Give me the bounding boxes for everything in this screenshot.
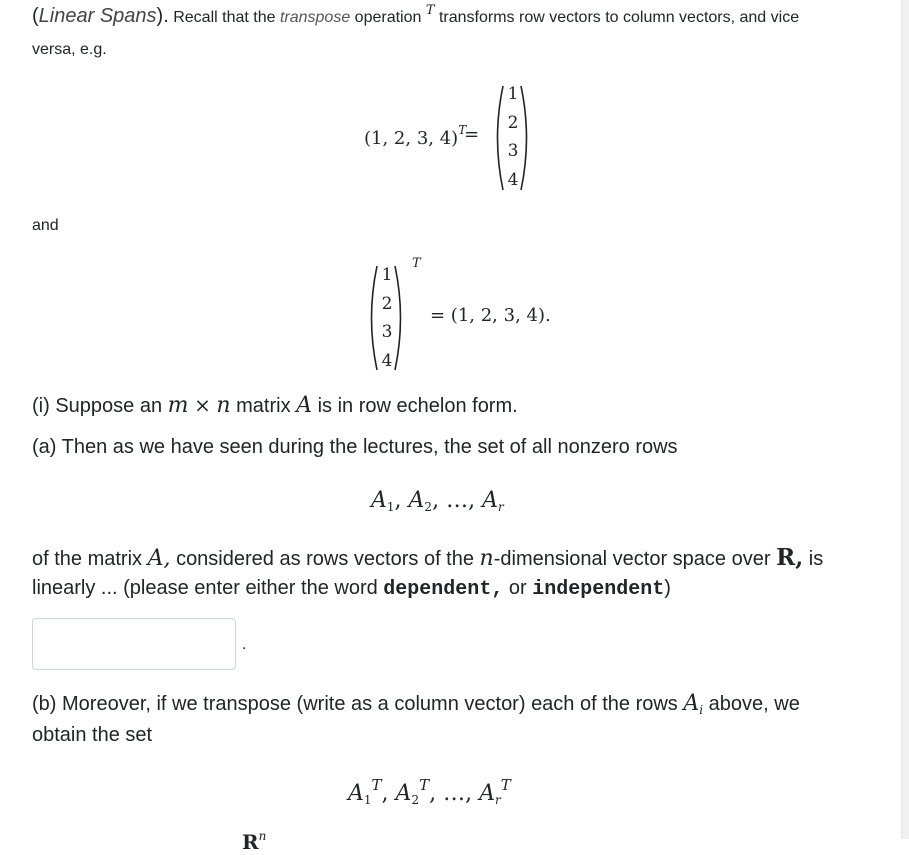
column-matrix-1: 1 2 3 4	[507, 84, 519, 190]
part-a-line-1: of the matrix A, considered as rows vectors of the n-dimensional vector space over R, is	[32, 544, 824, 571]
column-matrix-2: 1 2 3 4	[381, 265, 393, 371]
nonzero-rows-display: $A_1$, $A_2$, …, $A_r$	[371, 488, 504, 514]
and-label: and	[32, 217, 59, 234]
intro-line-2: versa, e.g.	[32, 41, 107, 58]
part-a-text: (a) Then as we have seen during the lectures, the set of all nonzero rows	[32, 436, 678, 458]
intro-line-1: (Linear Spans). Recall that the transpose operation $^T$ transforms row vectors to column vectors, and vice	[32, 3, 800, 27]
part-a-line-2: linearly ... (please enter either the word dependent, or independent)	[32, 577, 671, 601]
page-scrollbar[interactable]	[901, 0, 909, 839]
keyword-independent: independent	[532, 578, 665, 601]
part-b-line-2: obtain the set	[32, 724, 153, 746]
transposed-rows-display: $A_1^T$, $A_2^T$, …, $A_r^T$	[348, 776, 511, 807]
section-title: Linear Spans	[38, 5, 157, 27]
keyword-dependent: dependent,	[383, 578, 504, 601]
answer-period: .	[242, 636, 247, 653]
part-b-line-1: (b) Moreover, if we transpose (write as a column vector) each of the rows $A_i$ above, we	[32, 691, 800, 717]
cut-off-line: $R^n$	[242, 829, 267, 854]
answer-input[interactable]	[32, 618, 236, 670]
part-i-text: (i) Suppose an m × n matrix A is in row echelon form.	[32, 393, 518, 418]
